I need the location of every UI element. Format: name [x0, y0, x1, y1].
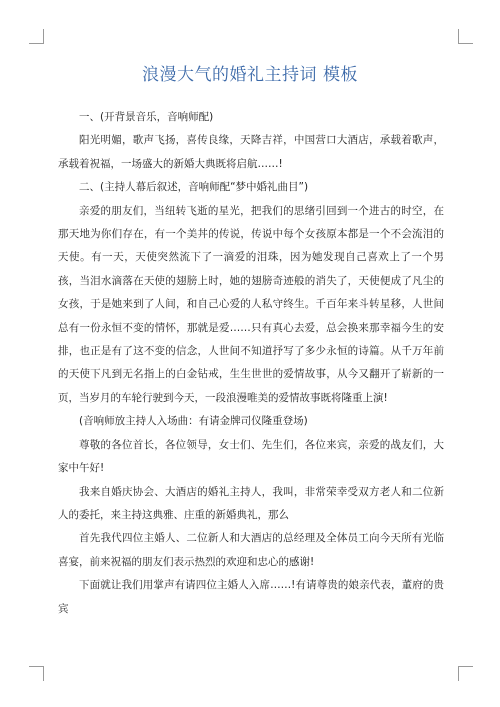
paragraph-host-entrance: (音响师放主持人入场曲：有请金牌司仪隆重登场)	[79, 415, 308, 428]
section-heading-1: 一、(开背景音乐，音响师配)	[79, 111, 214, 123]
section-heading-2: 二、(主持人幕后叙述，音响师配“梦中婚礼曲目”)	[79, 181, 309, 194]
document-title: 浪漫大气的婚礼主持词 模板	[142, 65, 358, 85]
document-body	[58, 106, 444, 621]
paragraph-legend: 亲爱的朋友们，当纽转飞逝的星光，把我们的思绪引回到一个进古的时空，在那天地为你们存在，有一个美丼的传说，传说中每个女孩原本都是一个不会流泪的天使。有一天，天使突然流下了一滴爱的泪珠，因为她发现自己喜欢上了一个男孩，当泪水滴落在天使的翅膀上时，她的翅膀奇迹般的消失了，天使便成了凡尘的女孩，于是她来到了人间，和自己心爱的人私守终生。千百年来斗转星移，人世间总有一份永恒不变的情怀，那就是爱……只有真心去爱，总会换来那幸福今生的安排，也正是有了这不变的信念，人世间不知道抒写了多少永恒的诗篇。从千万年前的天使下凡到无名指上的白金钻戒，生生世世的爱情故事，从今又翻开了崭新的一页，当岁月的车轮行驶到今天，一段浪漫唯美的爱情故事既将隆重上演!	[58, 204, 444, 404]
paragraph-invitation: 下面就让我们用掌声有请四位主婚人入席……!有请尊贵的娘亲代表，董府的贵宾	[58, 579, 444, 615]
paragraph-opening: 阳光明媚，歌声飞扬，喜传良缘，天降吉祥，中国营口大酒店，承载着歌声，承载着祝福，一场盛大的新婚大典既将启航……!	[58, 134, 444, 170]
crop-mark-bottom-right	[458, 666, 473, 681]
paragraph-thanks: 首先我代四位主婚人、二位新人和大酒店的总经理及全体员工向今天所有光临喜宴，前来祝福的朋友们表示热烈的欢迎和忠心的感谢!	[58, 532, 444, 568]
paragraph-introduction: 我来自婚庆协会、大酒店的婚礼主持人，我叫，非常荣幸受双方老人和二位新人的委托，来主持这典雅、庄重的新婚典礼，那么	[58, 485, 444, 521]
crop-mark-top-right	[458, 29, 473, 44]
paragraph-greeting: 尊敬的各位首长，各位领导，女士们、先生们，各位来宾，亲爱的战友们，大家中午好!	[58, 438, 444, 475]
crop-mark-top-left	[29, 29, 44, 44]
crop-mark-bottom-left	[29, 666, 44, 681]
